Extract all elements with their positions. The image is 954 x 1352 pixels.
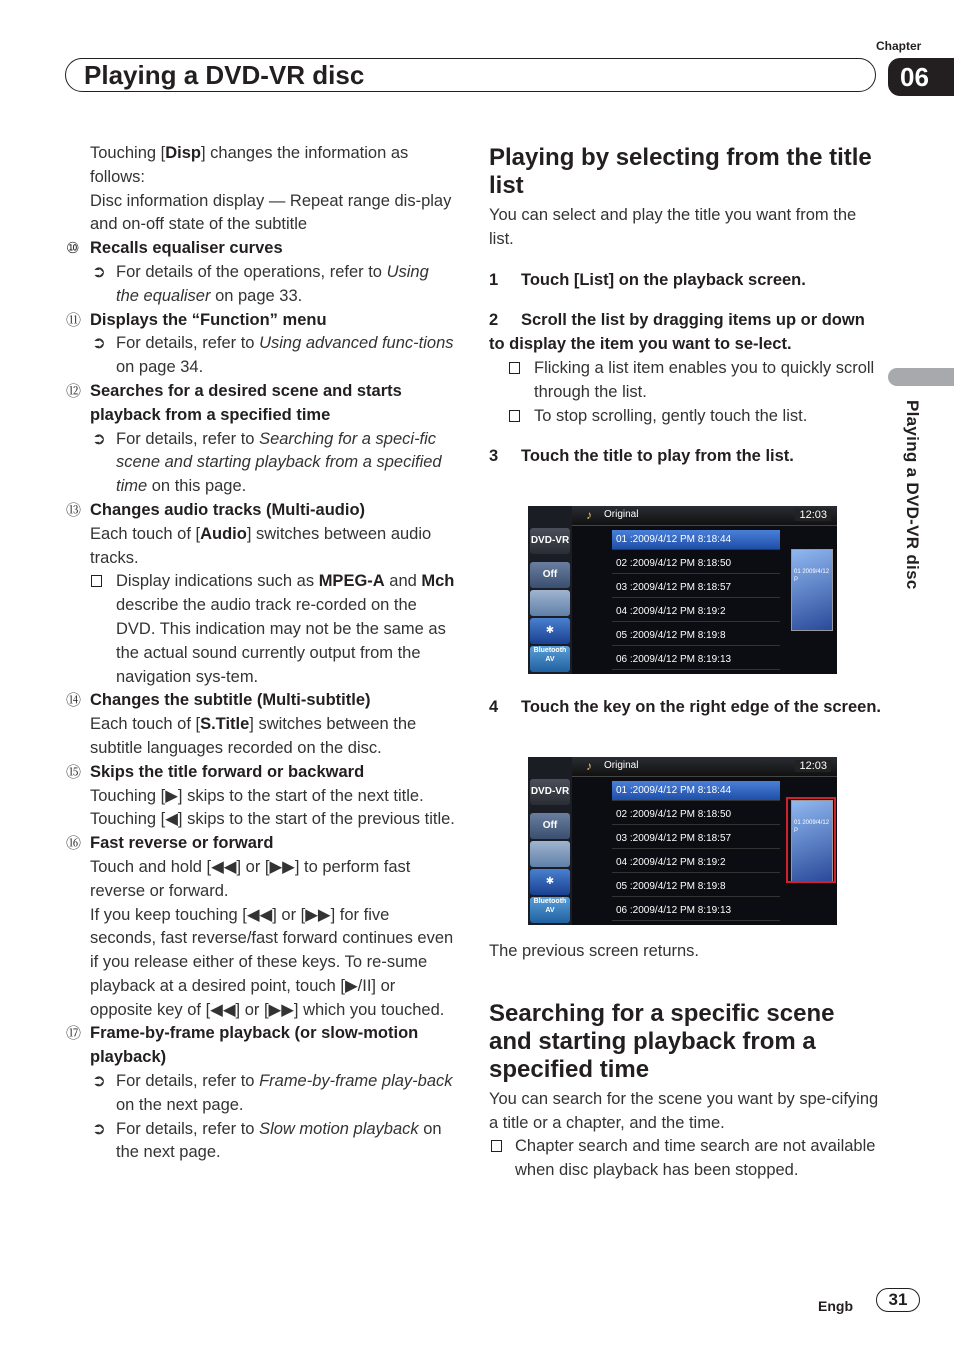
section-heading: Playing by selecting from the title list — [489, 144, 872, 199]
list-item: ⑩ Recalls equaliser curves — [66, 239, 283, 258]
off-key: Off — [530, 562, 570, 588]
reference: ➲ For details, refer to Slow motion playback on the next page. — [92, 1119, 442, 1162]
reference: ➲ For details, refer to Using advanced func-tions on page 34. — [92, 334, 454, 377]
step: 2 Scroll the list by dragging items up or down to display the item you want to se-lect. — [489, 311, 865, 354]
right-column-bottom — [489, 940, 881, 1183]
dvd-vr-key: DVD-VR — [530, 528, 570, 554]
checkbox-icon — [509, 362, 520, 374]
reference: ➲ For details, refer to Frame-by-frame play-back on the next page. — [92, 1072, 453, 1114]
screen-topbar — [572, 757, 837, 777]
list-item: ⑬ Changes audio tracks (Multi-audio) — [66, 500, 366, 519]
step: 3 Touch the title to play from the list. — [489, 447, 794, 466]
right-edge-key-highlight — [786, 797, 836, 883]
music-note-icon: ♪ — [586, 759, 592, 773]
bluetooth-av-key: Bluetooth AV — [530, 646, 570, 672]
section-text: You can select and play the title you want from the list. — [489, 206, 857, 248]
note: Flicking a list item enables you to quickly scroll through the list. — [489, 357, 881, 405]
right-column-step4 — [489, 696, 881, 720]
step: 1 Touch [List] on the playback screen. — [489, 270, 806, 289]
screenshot-title-list — [528, 506, 837, 674]
left-column — [66, 142, 456, 1165]
page-number: 31 — [876, 1288, 920, 1312]
list-row: 01 :2009/4/12 PM 8:18:44 — [612, 781, 780, 801]
list-item: ⑰ Frame-by-frame playback (or slow-motion playback) — [66, 1024, 419, 1067]
list-row: 02 :2009/4/12 PM 8:18:50 — [612, 554, 780, 574]
bluetooth-icon: ✱ — [530, 618, 570, 644]
note: Display indications such as MPEG-A and Mch describe the audio track re-corded on the DVD. This indication may not be the same as the actual sound currently output from the navigation sys-tem. — [66, 570, 456, 689]
list-row: 02 :2009/4/12 PM 8:18:50 — [612, 805, 780, 825]
ipod-key — [530, 841, 570, 867]
chapter-label: Chapter — [876, 39, 922, 53]
side-tab — [888, 368, 954, 386]
screenshot-right-key — [528, 757, 837, 925]
now-playing-thumbnail: 01 2009/4/12 P — [791, 549, 833, 631]
item-text: Each touch of [Audio] switches between audio tracks. — [90, 524, 432, 567]
step-result: The previous screen returns. — [489, 942, 700, 960]
off-key: Off — [530, 813, 570, 839]
note: Chapter search and time search are not available when disc playback has been stopped. — [489, 1135, 881, 1183]
right-column — [489, 142, 881, 469]
list-row: 04 :2009/4/12 PM 8:19:2 — [612, 602, 780, 622]
arrow-icon: ➲ — [92, 334, 106, 353]
reference: ➲ For details, refer to Searching for a speci-fic scene and starting playback from a specified time on this page. — [92, 429, 442, 496]
list-row: 01 :2009/4/12 PM 8:18:44 — [612, 530, 780, 550]
arrow-icon: ➲ — [92, 262, 106, 281]
item-text: Touching [◀] skips to the start of the previous title. — [90, 810, 455, 829]
arrow-icon: ➲ — [92, 1119, 106, 1138]
page-title: Playing a DVD-VR disc — [84, 60, 365, 90]
bluetooth-av-key: Bluetooth AV — [530, 897, 570, 923]
list-item: ⑮ Skips the title forward or backward — [66, 762, 365, 781]
item-text: Each touch of [S.Title] switches between the subtitle languages recorded on the disc. — [90, 715, 417, 757]
list-item: ⑪ Displays the “Function” menu — [66, 310, 327, 329]
reference: ➲ For details of the operations, refer to Using the equaliser on page 33. — [92, 262, 429, 305]
footer-language: Engb — [818, 1298, 853, 1314]
bluetooth-icon: ✱ — [530, 869, 570, 895]
list-item: ⑫ Searches for a desired scene and starts playback from a specified time — [66, 381, 402, 424]
clock: 12:03 — [795, 509, 831, 521]
list-row: 03 :2009/4/12 PM 8:18:57 — [612, 578, 780, 598]
list-row: 03 :2009/4/12 PM 8:18:57 — [612, 829, 780, 849]
dvd-vr-key: DVD-VR — [530, 779, 570, 805]
list-row: 06 :2009/4/12 PM 8:19:13 — [612, 901, 780, 921]
screen-sidebar — [528, 757, 572, 925]
item-text: Touch and hold [◀◀] or [▶▶] to perform fast reverse or forward. — [90, 857, 411, 900]
item-text: Touching [▶] skips to the start of the next title. — [90, 786, 424, 805]
screen-sidebar — [528, 506, 572, 674]
section-text: You can search for the scene you want by spe-cifying a title or a chapter, and the time. — [489, 1089, 879, 1132]
intro-paragraph: Touching [Disp] changes the information as follows: — [90, 144, 409, 186]
intro-paragraph-2: Disc information display — Repeat range dis-play and on-off state of the subtitle — [90, 191, 452, 234]
step: 4 Touch the key on the right edge of the screen. — [489, 698, 881, 716]
side-tab-label: Playing a DVD-VR disc — [903, 400, 922, 590]
section-heading: Searching for a specific scene and starting playback from a specified time — [489, 999, 835, 1083]
clock: 12:03 — [795, 760, 831, 772]
list-row: 04 :2009/4/12 PM 8:19:2 — [612, 853, 780, 873]
arrow-icon: ➲ — [92, 1072, 106, 1091]
list-row: 06 :2009/4/12 PM 8:19:13 — [612, 650, 780, 670]
music-note-icon: ♪ — [586, 508, 592, 522]
item-text: If you keep touching [◀◀] or [▶▶] for five seconds, fast reverse/fast forward continues even if you release either of these keys. To re-sume playback at a desired point, touch [▶/II] or opposite key of [◀◀] or [▶▶] which you touched. — [90, 905, 454, 1019]
ipod-key — [530, 590, 570, 616]
checkbox-icon — [509, 410, 520, 422]
list-item: ⑯ Fast reverse or forward — [66, 834, 274, 853]
screen-title: Original — [604, 760, 639, 771]
chapter-number-badge: 06 — [888, 58, 954, 96]
screen-topbar — [572, 506, 837, 526]
note: To stop scrolling, gently touch the list. — [489, 405, 881, 429]
arrow-icon: ➲ — [92, 429, 106, 448]
list-row: 05 :2009/4/12 PM 8:19:8 — [612, 626, 780, 646]
screen-title: Original — [604, 509, 639, 520]
list-row: 05 :2009/4/12 PM 8:19:8 — [612, 877, 780, 897]
list-item: ⑭ Changes the subtitle (Multi-subtitle) — [66, 691, 371, 710]
checkbox-icon — [491, 1140, 502, 1152]
now-playing-thumbnail: 01 2009/4/12 P — [791, 800, 833, 882]
checkbox-icon — [91, 575, 102, 587]
